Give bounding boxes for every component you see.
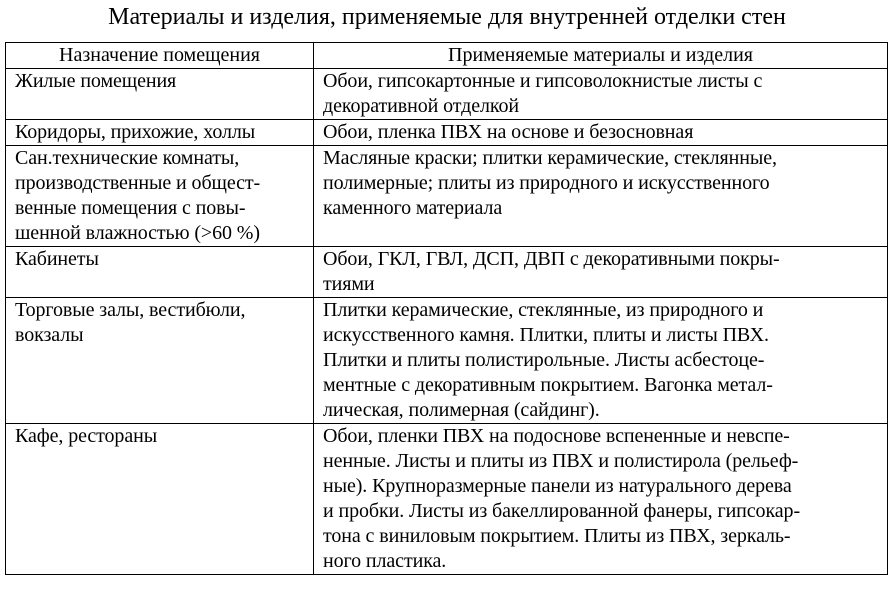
table-row: [6, 69, 888, 120]
materials-line: искусственного камня. Плитки, плиты и листы ПВХ.: [323, 324, 769, 346]
materials-line: Плитки и плиты полистирольные. Листы асбестоце-: [323, 349, 765, 371]
room-line: Коридоры, прихожие, холлы: [15, 121, 256, 143]
room-line: вокзалы: [15, 324, 84, 346]
table-row: [6, 424, 888, 575]
room-line: производственные и общест-: [15, 172, 261, 194]
materials-cell: [314, 247, 888, 298]
room-cell: [6, 146, 314, 247]
materials-cell: [314, 69, 888, 120]
header-materials: Применяемые материалы и изделия: [314, 43, 888, 69]
materials-table: [5, 42, 888, 575]
materials-line: Обои, пленка ПВХ на основе и безосновная: [323, 121, 694, 143]
room-line: шенной влажностью (>60 %): [15, 222, 260, 244]
table-header-row: [6, 43, 888, 69]
materials-line: Масляные краски; плитки керамические, стеклянные,: [323, 147, 777, 169]
materials-line: ные). Крупноразмерные панели из натурального дерева: [323, 475, 792, 497]
materials-line: каменного материала: [323, 197, 503, 219]
header-room-purpose: Назначение помещения: [6, 43, 314, 69]
materials-line: Обои, пленки ПВХ на подоснове вспененные и невспе-: [323, 425, 790, 447]
materials-line: ненные. Листы и плиты из ПВХ и полистирола (рельеф-: [323, 450, 799, 472]
page-title: Материалы и изделия, применяемые для внутренней отделки стен: [108, 4, 786, 30]
materials-cell: [314, 298, 888, 424]
materials-line: Обои, гипсокартонные и гипсоволокнистые листы с: [323, 70, 763, 92]
room-cell: [6, 69, 314, 120]
materials-cell: [314, 424, 888, 575]
materials-line: Плитки керамические, стеклянные, из природного и: [323, 299, 764, 321]
materials-cell: [314, 120, 888, 146]
table-row: [6, 298, 888, 424]
table-row: [6, 247, 888, 298]
room-line: Жилые помещения: [15, 70, 177, 92]
materials-line: декоративной отделкой: [323, 95, 519, 117]
table-row: [6, 146, 888, 247]
materials-line: полимерные; плиты из природного и искусственного: [323, 172, 770, 194]
materials-line: ного пластика.: [323, 550, 447, 572]
table-row: [6, 120, 888, 146]
materials-line: тиями: [323, 273, 375, 295]
room-cell: [6, 424, 314, 575]
room-cell: [6, 298, 314, 424]
room-line: Кафе, рестораны: [15, 425, 158, 447]
materials-line: Обои, ГКЛ, ГВЛ, ДСП, ДВП с декоративными покры-: [323, 248, 780, 270]
room-line: Торговые залы, вестибюли,: [15, 299, 246, 321]
materials-line: лическая, полимерная (сайдинг).: [323, 399, 600, 421]
room-line: Кабинеты: [15, 248, 99, 270]
materials-line: и пробки. Листы из бакеллированной фанеры, гипсокар-: [323, 500, 800, 522]
room-cell: [6, 120, 314, 146]
room-cell: [6, 247, 314, 298]
room-line: венные помещения с повы-: [15, 197, 246, 219]
room-line: Сан.технические комнаты,: [15, 147, 240, 169]
materials-line: тона с виниловым покрытием. Плиты из ПВХ, зеркаль-: [323, 525, 791, 547]
materials-line: ментные с декоративным покрытием. Вагонка метал-: [323, 374, 773, 396]
materials-cell: [314, 146, 888, 247]
